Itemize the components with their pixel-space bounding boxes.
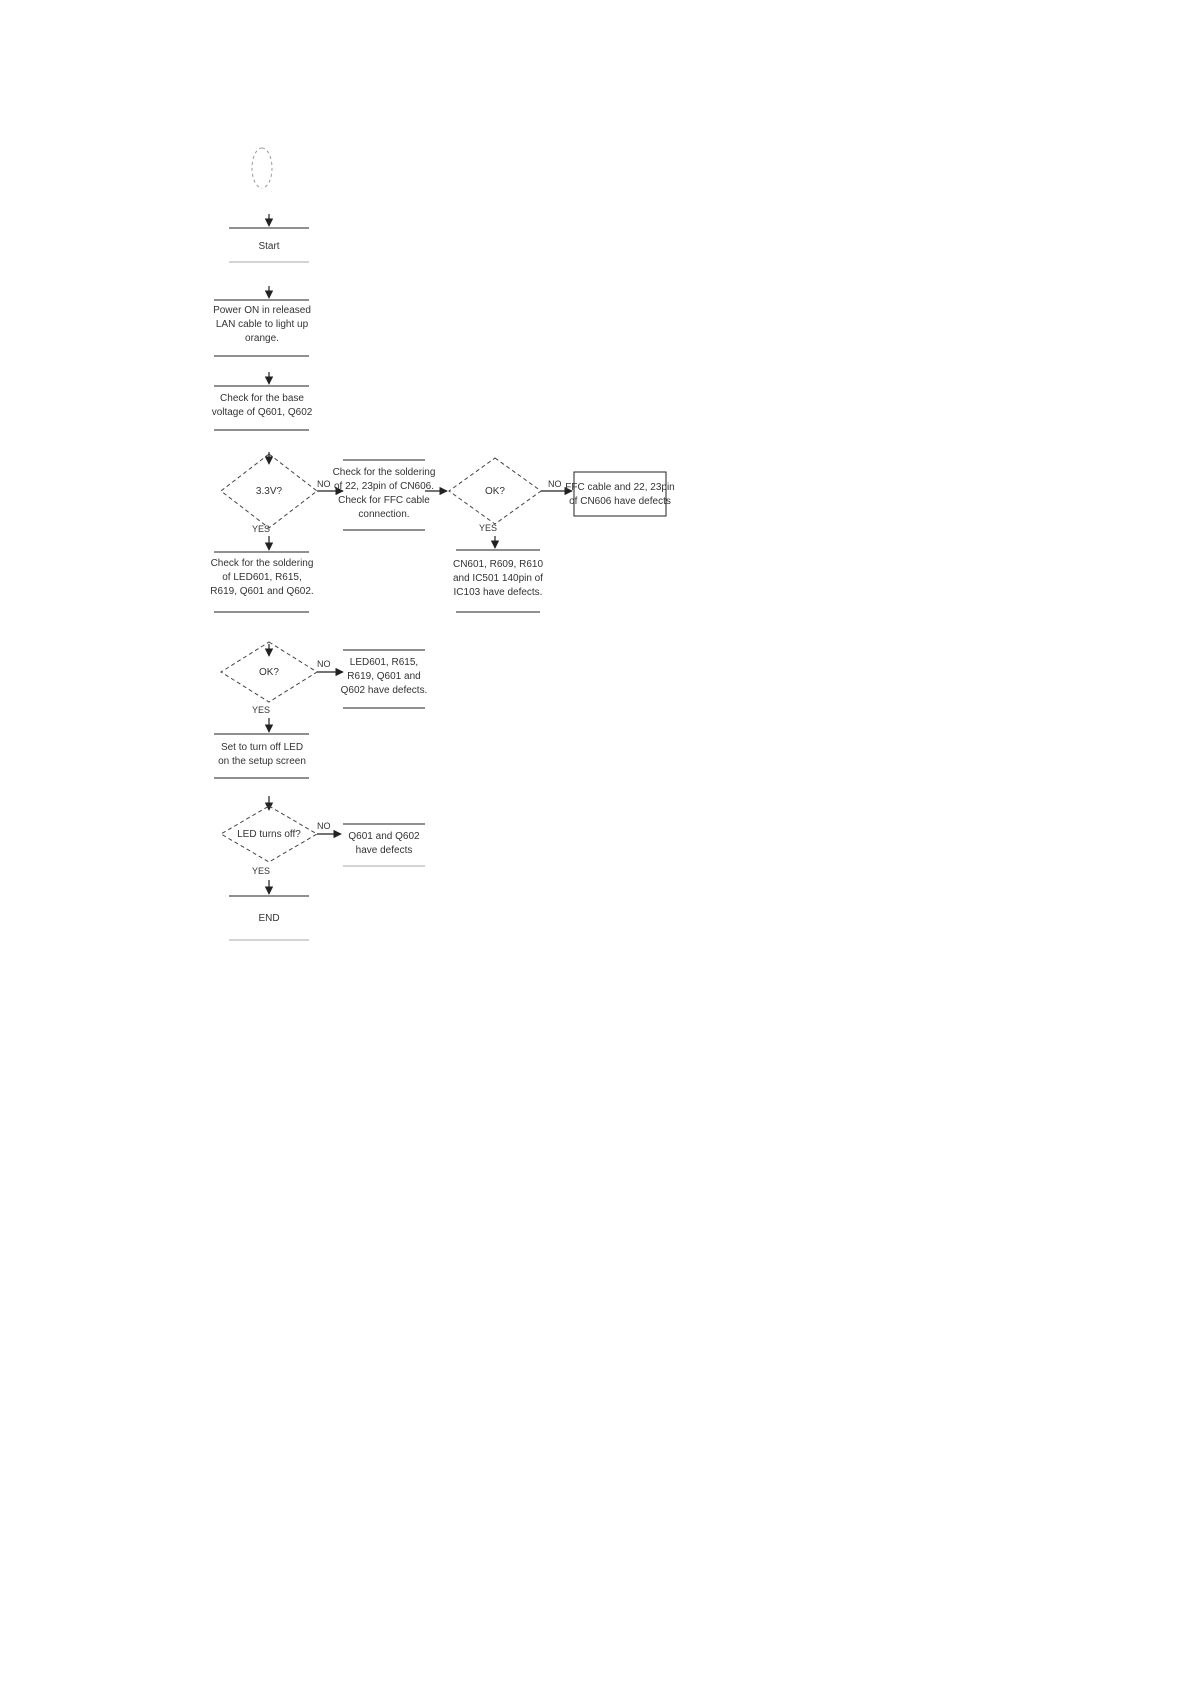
step-text-line: Check for the soldering [332, 467, 436, 478]
step-text-line: LAN cable to light up [215, 319, 309, 330]
step-text-line: END [258, 913, 280, 924]
step-led-defect-text [341, 657, 428, 696]
step-text-line: Start [258, 241, 280, 252]
step-text-line: Check for the base [220, 393, 304, 404]
step-text-line: Q601 and Q602 [348, 831, 420, 842]
step-text-line: Check for the soldering [210, 558, 314, 569]
step-text-line: Check for FFC cable [338, 495, 430, 506]
box-ffc-defect [574, 472, 666, 516]
step-ffc-defect-text [565, 482, 675, 507]
d1-no-label: NO [317, 479, 331, 489]
step-text-line: voltage of Q601, Q602 [211, 407, 313, 418]
step-q-defect-text [348, 831, 420, 856]
step-text-line: of LED601, R615, [222, 572, 302, 583]
decision-d3-text: OK? [258, 667, 280, 678]
step-text-line: Power ON in released [213, 305, 311, 316]
d2-no-label: NO [548, 479, 562, 489]
d3-yes-label: YES [252, 705, 271, 715]
step-end-text [258, 913, 279, 924]
step-check-voltage-text [212, 393, 313, 418]
step-text-line: LED601, R615, [349, 657, 419, 668]
step-check-solder-led-text [210, 558, 313, 597]
step-text-line: connection. [358, 509, 410, 520]
step-text-line: R619, Q601 and Q602. [210, 586, 314, 597]
step-text-line: Q602 have defects. [340, 685, 428, 696]
step-text-line: Set to turn off LED [220, 742, 304, 753]
step-text-line: have defects [355, 845, 413, 856]
decision-d2-text: OK? [484, 486, 506, 497]
d4-no-label: NO [317, 821, 331, 831]
decision-d1-text: 3.3V? [255, 486, 283, 497]
d2-yes-label: YES [479, 523, 498, 533]
step-power-on-text [213, 305, 311, 344]
step-text-line: on the setup screen [218, 756, 306, 767]
step-start-text [258, 241, 279, 252]
step-text-line: orange. [245, 333, 279, 344]
page-connector [252, 148, 272, 188]
decision-d4-text: LED turns off? [237, 829, 301, 840]
step-text-line: of 22, 23pin of CN606. [333, 481, 435, 492]
d4-yes-label: YES [252, 866, 271, 876]
step-check-cn-text [333, 467, 436, 520]
step-text-line: of CN606 have defects [569, 496, 671, 507]
step-text-line: R619, Q601 and [347, 671, 421, 682]
step-text-line: FFC cable and 22, 23pin [565, 482, 675, 493]
step-cn601-defect-text [453, 559, 544, 598]
d3-no-label: NO [317, 659, 331, 669]
d1-yes-label: YES [252, 524, 271, 534]
step-set-led-text [218, 742, 306, 767]
step-text-line: IC103 have defects. [453, 587, 543, 598]
step-text-line: CN601, R609, R610 [452, 559, 544, 570]
step-text-line: and IC501 140pin of [452, 573, 544, 584]
